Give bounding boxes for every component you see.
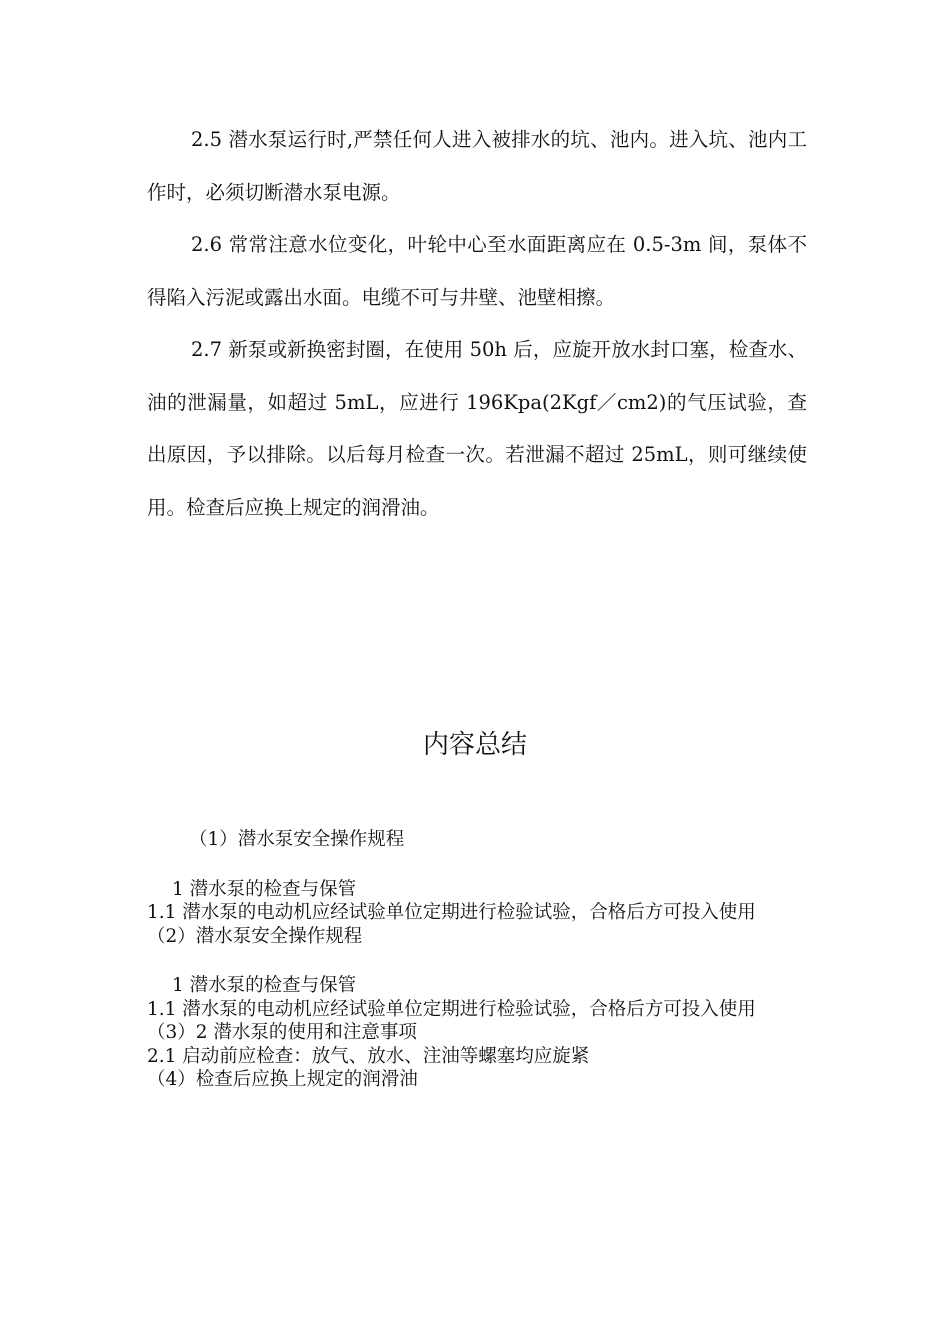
summary-title: 内容总结: [422, 730, 527, 760]
summary-line: （4）检查后应换上规定的润滑油: [147, 1069, 418, 1090]
summary-line: 2.1 启动前应检查：放气、放水、注油等螺塞均应旋紧: [147, 1045, 590, 1067]
summary-line: （3）2 潜水泵的使用和注意事项: [147, 1022, 417, 1043]
paragraph-2-7: 2.7 新泵或新换密封圈，在使用 50h 后，应旋开放水封口塞，检查水、油的泄漏量，如超过 5mL，应进行 196Kpa(2Kgf／cm2)的气压试验，查出原因，予以排除。以后每月检查一次。若泄漏不超过 25mL，则可继续使用。检查后应换上规定的润滑油。: [147, 338, 807, 519]
summary-line: （2）潜水泵安全操作规程: [147, 925, 363, 947]
summary-line: 1.1 潜水泵的电动机应经试验单位定期进行检验试验，合格后方可投入使用: [147, 998, 756, 1020]
summary-line: （1）潜水泵安全操作规程: [189, 829, 405, 850]
summary-line: 1 潜水泵的检查与保管: [172, 878, 357, 900]
summary-line: 1.1 潜水泵的电动机应经试验单位定期进行检验试验，合格后方可投入使用: [147, 902, 756, 923]
paragraph-2-6: 2.6 常常注意水位变化，叶轮中心至水面距离应在 0.5-3m 间，泵体不得陷入污泥或露出水面。电缆不可与井壁、池壁相擦。: [147, 233, 807, 309]
body-section: [147, 114, 807, 534]
paragraph-2-5: 2.5 潜水泵运行时,严禁任何人进入被排水的坑、池内。进入坑、池内工作时，必须切断潜水泵电源。: [147, 128, 807, 204]
summary-gap: [147, 948, 807, 974]
summary-gap: [147, 852, 807, 878]
summary-section: [147, 828, 807, 1092]
summary-line: 1 潜水泵的检查与保管: [172, 975, 357, 996]
